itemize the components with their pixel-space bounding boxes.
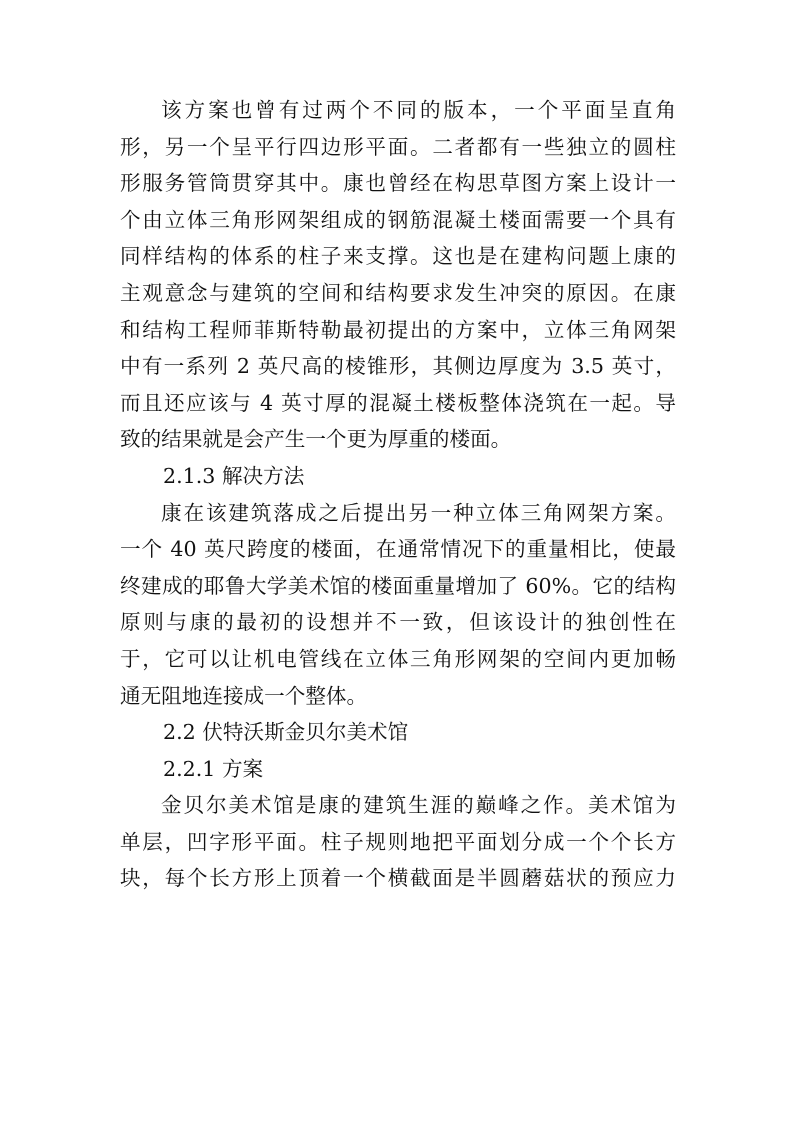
paragraph-line: 终建成的耶鲁大学美术馆的楼面重量增加了 60%。它的结构 [120, 573, 676, 598]
paragraph-line: 中有一系列 2 英尺高的棱锥形，其侧边厚度为 3.5 英寸， [120, 354, 676, 379]
paragraph-line: 于，它可以让机电管线在立体三角形网架的空间内更加畅 [120, 646, 676, 671]
paragraph-line: 致的结果就是会产生一个更为厚重的楼面。 [120, 427, 512, 452]
paragraph-line: 康在该建筑落成之后提出另一种立体三角网架方案。 [161, 500, 676, 525]
paragraph-line: 主观意念与建筑的空间和结构要求发生冲突的原因。在康 [120, 280, 676, 305]
paragraph-line: 一个 40 英尺跨度的楼面，在通常情况下的重量相比，使最 [120, 537, 676, 562]
paragraph-line: 和结构工程师菲斯特勒最初提出的方案中，立体三角网架 [120, 317, 676, 342]
paragraph-line: 形，另一个呈平行四边形平面。二者都有一些独立的圆柱 [120, 134, 676, 159]
paragraph-line: 块，每个长方形上顶着一个横截面是半圆蘑菇状的预应力 [120, 866, 676, 891]
section-heading: 2.2.1 方案 [163, 756, 264, 781]
paragraph-line: 同样结构的体系的柱子来支撑。这也是在建构问题上康的 [120, 244, 676, 269]
paragraph-line: 原则与康的最初的设想并不一致，但该设计的独创性在 [120, 610, 676, 635]
body-text [120, 92, 676, 897]
paragraph-line: 该方案也曾有过两个不同的版本，一个平面呈直角 [161, 98, 676, 122]
paragraph-line: 而且还应该与 4 英寸厚的混凝土楼板整体浇筑在一起。导 [120, 390, 676, 415]
paragraph-line: 通无阻地连接成一个整体。 [120, 683, 368, 708]
paragraph-line: 个由立体三角形网架组成的钢筋混凝土楼面需要一个具有 [120, 207, 676, 232]
paragraph-line: 金贝尔美术馆是康的建筑生涯的巅峰之作。美术馆为 [161, 793, 676, 818]
section-heading: 2.2 伏特沃斯金贝尔美术馆 [163, 720, 409, 745]
paragraph-line: 形服务管筒贯穿其中。康也曾经在构思草图方案上设计一 [120, 171, 676, 196]
paragraph-line: 单层，凹字形平面。柱子规则地把平面划分成一个个长方 [120, 829, 676, 854]
section-heading: 2.1.3 解决方法 [163, 463, 305, 488]
